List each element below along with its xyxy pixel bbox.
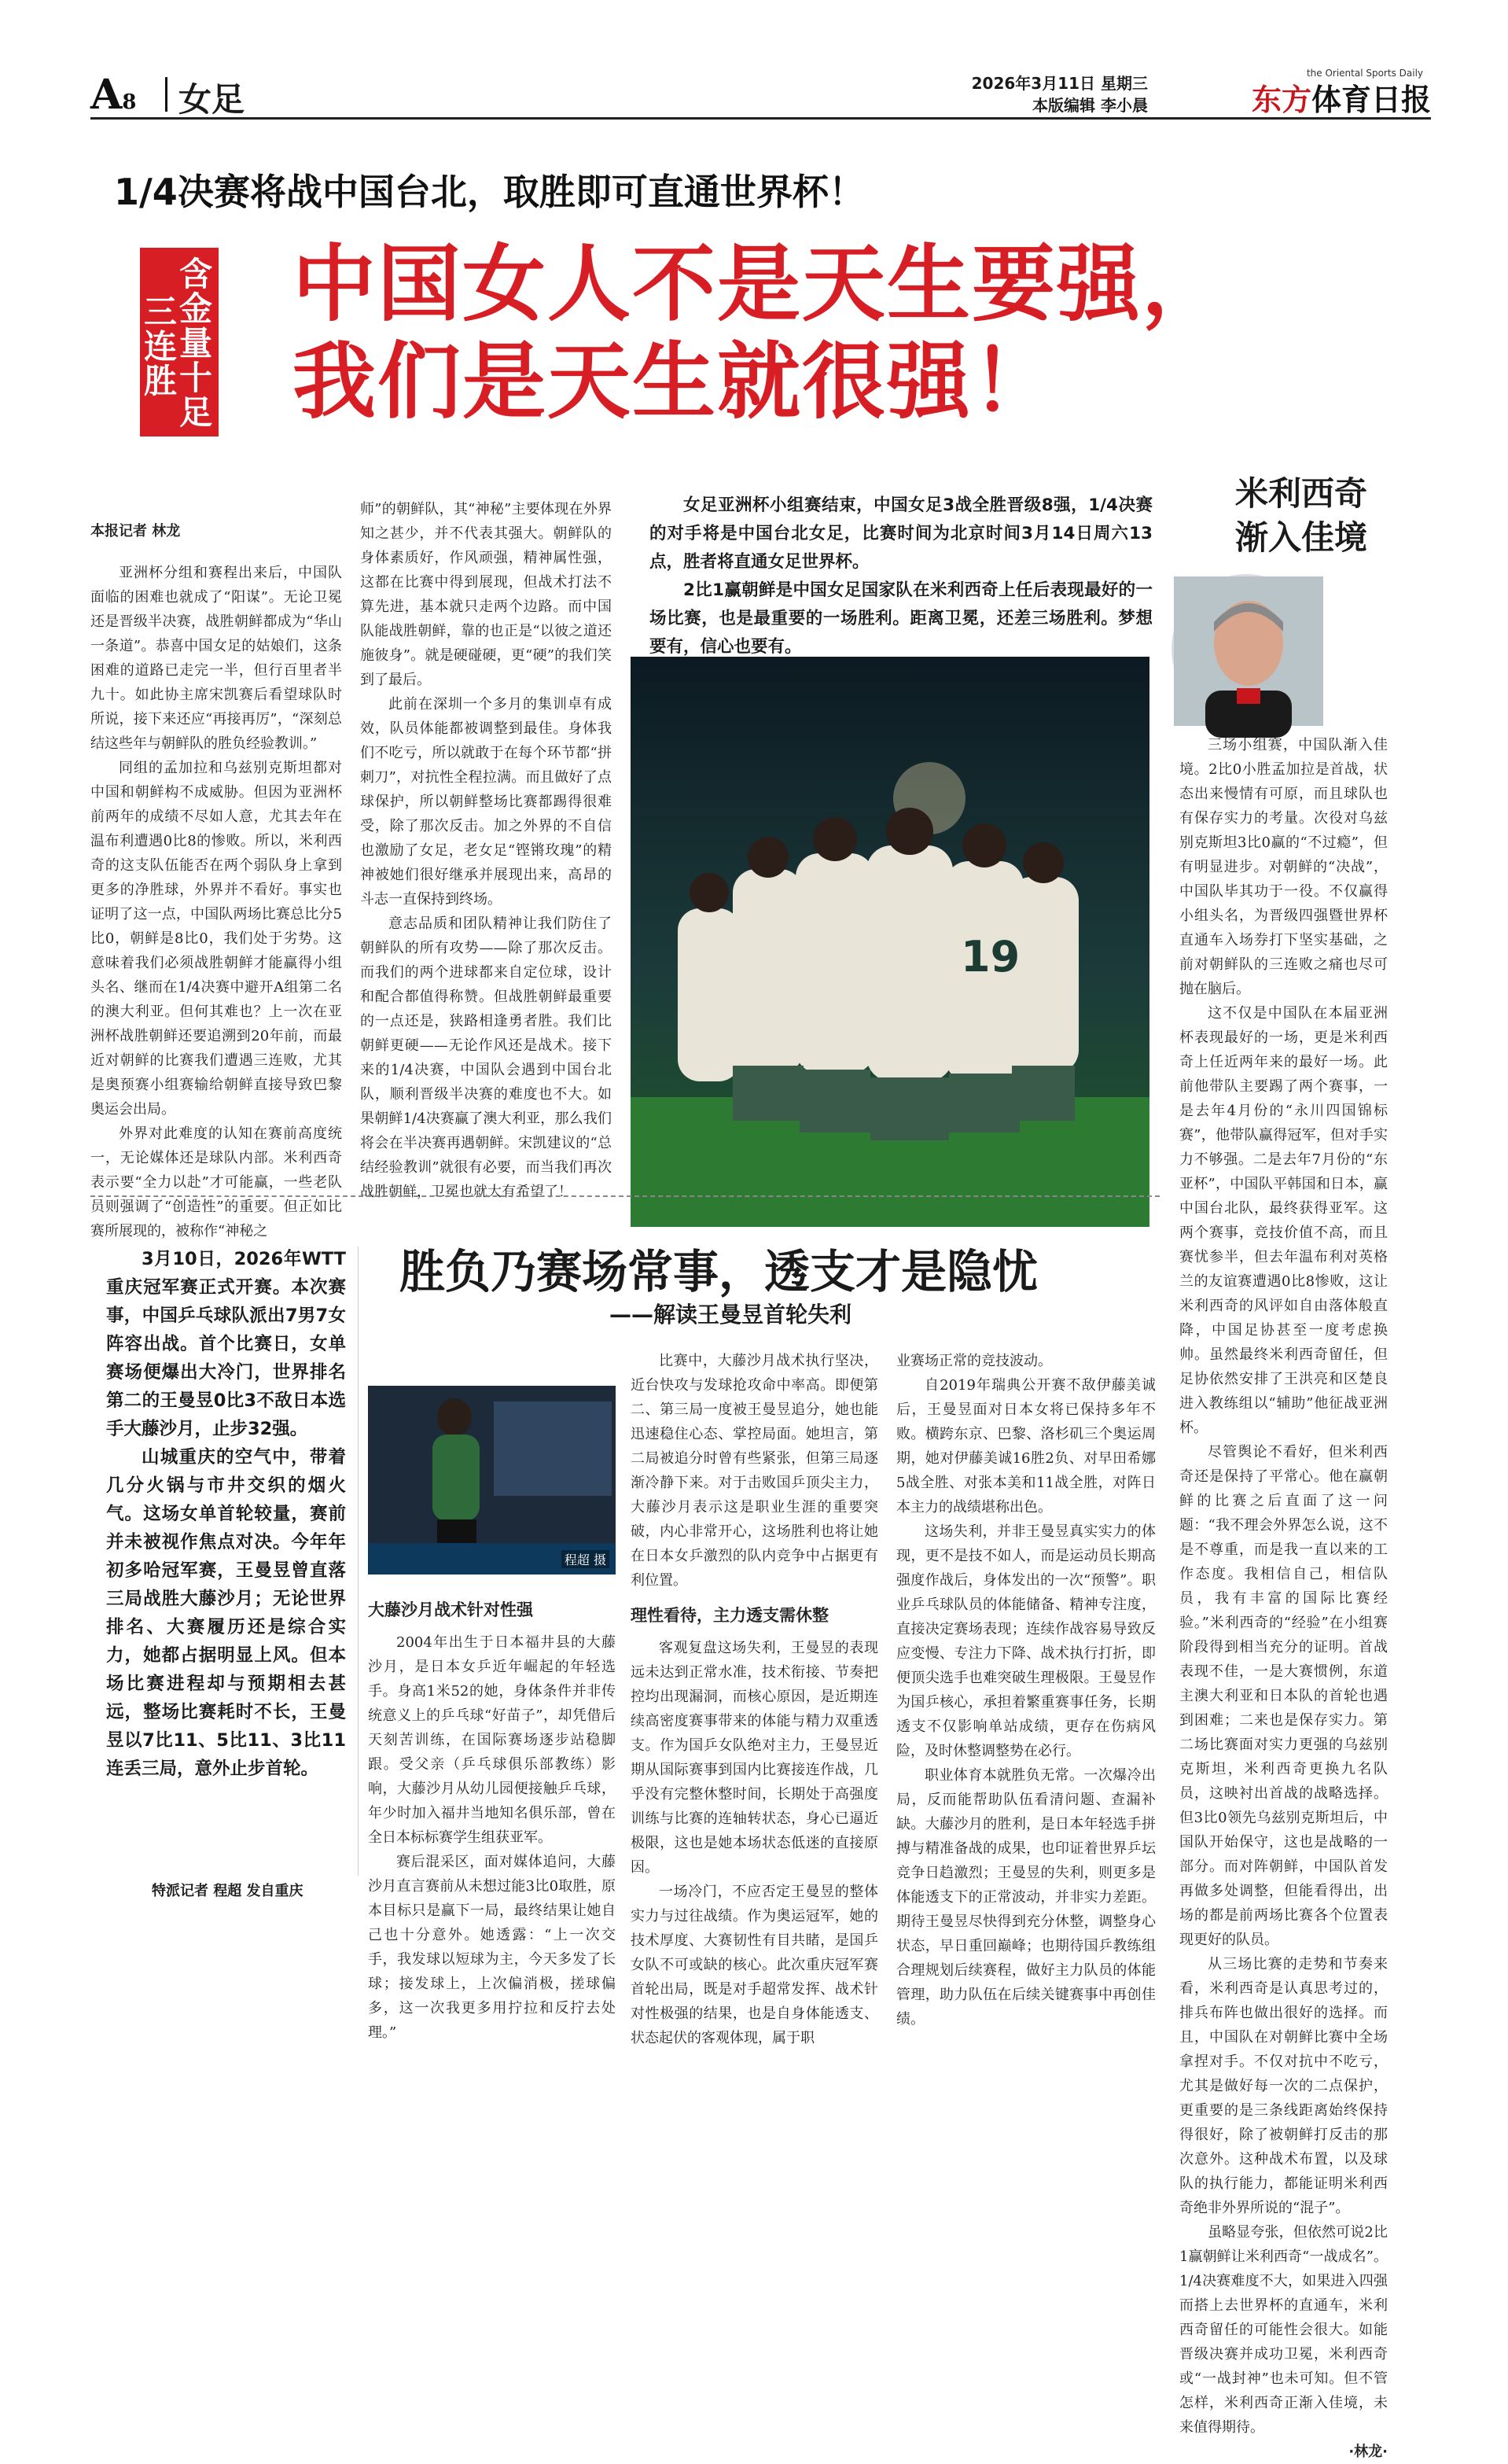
article-intro [649, 492, 1153, 661]
red-tag-col2: 三连胜 [143, 293, 177, 400]
logo-english: the Oriental Sports Daily [1306, 68, 1423, 79]
article-paragraph: 职业体育本就胜负无常。一次爆冷出局，反而能帮助队伍看清问题、查漏补缺。大藤沙月的胜利，是日本年轻选手拼搏与精准备战的成果，也印证着世界乒坛竞争日趋激烈；王曼昱的失利，则更多是体能透支下的正常波动，并非实力差距。期待王曼昱尽快得到充分休整，调整身心状态，早日重回巅峰；也期待国乒教练组合理规划后续赛程，做好主力队员的体能管理，助力队伍在后续关键赛事中再创佳绩。 [896, 1767, 1156, 2028]
section-divider [90, 1195, 1160, 1197]
column-rule [358, 1247, 359, 1876]
article-paragraph: 赛后混采区，面对媒体追问，大藤沙月直言赛前从未想过能3比0取胜，原本目标只是赢下一局，最终结果让她自己也十分意外。她透露：“上一次交手，我发球以短球为主，今天多发了长球；接发球上，上次偏消极，搓球偏多，这一次我更多用拧拉和反拧去处理。” [368, 1854, 616, 2041]
article-paragraph: 自2019年瑞典公开赛不敌伊藤美诚后，王曼昱面对日本女将已保持多年不败。横跨东京、巴黎、洛杉矶三个奥运周期，她对伊藤美诚16胜2负、对早田希娜5战全胜、对张本美和11战全胜，对阵日本主力的战绩堪称出色。 [896, 1377, 1156, 1516]
section-name: 女足 [178, 80, 245, 119]
page-number: A8 [90, 71, 137, 119]
newspaper-logo [1251, 68, 1431, 119]
special-correspondent: 特派记者 程超 发自重庆 [152, 1883, 303, 1899]
photo-illustration [368, 1386, 616, 1575]
issue-date: 2026年3月11日 星期三 [971, 74, 1148, 93]
sidebar-paragraph: 这不仅是中国队在本届亚洲杯表现最好的一场，更是米利西奇上任近两年来的最好一场。此前他带队主要踢了两个赛事，一是去年4月份的“永川四国锦标赛”，他带队赢得冠军，但对手实力不够强。二是去年7月份的“东亚杯”，中国队平韩国和日本，赢中国台北队，最终获得亚军。这两个赛事，竞技价值不高，而且赛忧参半，但去年温布利对英格兰的友谊赛遭遇0比8惨败，这让米利西奇的风评如自由落体般直降，中国足协甚至一度考虑换帅。虽然最终米利西奇留任，但足协依然安排了王洪亮和区楚良进入教练组以“辅助”他征战亚洲杯。 [1179, 1005, 1388, 1436]
main-headline [292, 236, 1227, 431]
logo-red-text: 东方 [1251, 83, 1311, 117]
article-paragraph: 外界对此难度的认知在赛前高度统一，无论媒体还是球队内部。米利西奇表示要“全力以赴”才可能赢，一些老队员则强调了“创造性”的重要。但正如比赛所展现的，被称作“神秘之 [90, 1125, 342, 1239]
sidebar-paragraph: 三场小组赛，中国队渐入佳境。2比0小胜孟加拉是首战，状态出来慢情有可原，而且球队也有保存实力的考量。次役对乌兹别克斯坦3比0赢的“不过瘾”，但有明显进步。对朝鲜的“决战”，中国队毕其功于一役。不仅赢得小组头名，为晋级四强暨世界杯直通车入场券打下坚实基础，之前对朝鲜队的三连败之痛也尽可抛在脑后。 [1179, 737, 1388, 997]
section2-subtitle: ——解读王曼昱首轮失利 [609, 1302, 852, 1328]
section2-colB [631, 1349, 878, 2050]
article1-col2 [360, 497, 612, 1204]
sidebar-paragraph: 尽管舆论不看好，但米利西奇还是保持了平常心。他在赢朝鲜的比赛之后直面了这一问题：“我不理会外界怎么说，这不是不尊重，而是我一直以来的工作态度。我相信自己，相信队员，我有丰富的国际比赛经验。”米利西奇的“经验”在小组赛阶段得到相当充分的证明。首战表现不佳，一是大赛惯例，东道主澳大利亚和日本队的首轮也遇到困难；二来也是保存实力。第二场比赛面对实力更强的乌兹别克斯坦，米利西奇更换九名队员，这映衬出首战的战略选择。但3比0领先乌兹别克斯坦后，中国队开始保守，这也是战略的一部分。而对阵朝鲜，中国队首发再做多处调整，但能看得出，出场的都是前两场比赛各个位置表现更好的队员。 [1179, 1444, 1388, 1948]
section2-colA [368, 1587, 616, 2045]
sidebar-body [1179, 733, 1388, 2464]
header-divider [165, 77, 167, 112]
article-paragraph: 亚洲杯分组和赛程出来后，中国队面临的困难也就成了“阳谋”。无论卫冕还是晋级半决赛，战胜朝鲜都成为“华山一条道”。恭喜中国女足的姑娘们，这条困难的道路已走完一半，但行百里者半九十。如此协主席宋凯赛后看望球队时所说，接下来还应“再接再厉”，“深刻总结这些年与朝鲜队的胜负经验教训。” [90, 565, 342, 752]
headline-line1: 中国女人不是天生要强， [292, 236, 1227, 333]
article1-byline: 本报记者 林龙 [90, 523, 181, 540]
page-editor: 本版编辑 李小晨 [1032, 96, 1148, 115]
red-tag-box [140, 248, 219, 436]
coach-portrait [1171, 574, 1321, 724]
kicker-headline: 1/4决赛将战中国台北，取胜即可直通世界杯！ [114, 171, 865, 213]
section2-lead [106, 1245, 346, 1783]
intro-paragraph: 2比1赢朝鲜是中国女足国家队在米利西奇上任后表现最好的一场比赛，也是最重要的一场胜利。距离卫冕，还差三场胜利。梦想要有，信心也要有。 [649, 580, 1153, 657]
lead-paragraph: 3月10日，2026年WTT重庆冠军赛正式开赛。本次赛事，中国乒乓球队派出7男7女阵容出战。首个比赛日，女单赛场便爆出大冷门，世界排名第二的王曼昱0比3不敌日本选手大藤沙月，止步32强。 [106, 1249, 346, 1439]
sidebar-title-line2: 渐入佳境 [1234, 518, 1367, 557]
team-celebration-photo [631, 657, 1149, 1227]
article-paragraph: 2004年出生于日本福井县的大藤沙月，是日本女乒近年崛起的年轻选手。身高1米52的她，身体条件并非传统意义上的乒乓球“好苗子”，却凭借后天刻苦训练，在国际赛场逐步站稳脚跟。受父亲（乒乓球俱乐部教练）影响，大藤沙月从幼儿园便接触乒乓球，年少时加入福井当地知名俱乐部，曾在全日本标标赛学生组获亚军。 [368, 1634, 616, 1846]
article-paragraph: 比赛中，大藤沙月战术执行坚决，近台快攻与发球抢攻命中率高。即便第二、第三局一度被王曼昱追分，她也能迅速稳住心态、掌控局面。她坦言，第二局被追分时曾有些紧张，但第三局逐渐冷静下来。对于击败国乒顶尖主力，大藤沙月表示这是职业生涯的重要突破，内心非常开心，这场胜利也将让她在日本女乒激烈的队内竞争中占据更有利位置。 [631, 1353, 878, 1589]
sidebar-paragraph: 从三场比赛的走势和节奏来看，米利西奇是认真思考过的，排兵布阵也做出很好的选择。而且，中国队在对朝鲜比赛中全场拿捏对手。不仅对抗中不吃亏，尤其是做好每一次的二点保护，更重要的是三条线距离始终保持得很好，除了被朝鲜打反击的那次意外。这种战术布置，以及球队的执行能力，都能证明米利西奇绝非外界所说的“混子”。 [1179, 1956, 1388, 2216]
sidebar-signature: ·林龙· [1348, 2444, 1388, 2460]
lead-paragraph: 山城重庆的空气中，带着几分火锅与市井交织的烟火气。这场女单首轮较量，赛前并未被视作焦点对决。今年年初多哈冠军赛，王曼昱曾直落三局战胜大藤沙月；无论世界排名、大赛履历还是综合实力，她都占据明显上风。但本场比赛进程却与预期相去甚远，整场比赛耗时不长，王曼昱以7比11、5比11、3比11连丢三局，意外止步首轮。 [106, 1447, 346, 1779]
sidebar-title-line1: 米利西奇 [1234, 474, 1367, 513]
photo-illustration [631, 657, 1149, 1227]
photo-credit: 程超 摄 [561, 1550, 609, 1568]
article-paragraph: 意志品质和团队精神让我们防住了朝鲜队的所有攻势——除了那次反击。而我们的两个进球都来自定位球，设计和配合都值得称赞。但战胜朝鲜最重要的一点还是，狭路相逢勇者胜。我们比朝鲜更硬——无论作风还是战术。接下来的1/4决赛，中国队会遇到中国台北队，顺利晋级半决赛的难度也不大。如果朝鲜1/4决赛赢了澳大利亚，那么我们将会在半决赛再遇朝鲜。宋凯建议的“总结经验教训”就很有必要，而当我们再次战胜朝鲜，卫冕也就大有希望了！ [360, 915, 612, 1200]
article-paragraph: 一场冷门，不应否定王曼昱的整体实力与过往战绩。作为奥运冠军，她的技术厚度、大赛韧性有目共睹，是国乒女队不可或缺的核心。此次重庆冠军赛首轮出局，既是对手超常发挥、战术针对性极强的结果，也是自身体能透支、状态起伏的客观体现，属于职 [631, 1884, 878, 2046]
article-paragraph: 师”的朝鲜队，其“神秘”主要体现在外界知之甚少，并不代表其强大。朝鲜队的身体素质好，作风顽强，精神属性强，这都在比赛中得到展现，但战术打法不算先进，基本就只走两个边路。而中国队能战胜朝鲜，靠的也正是“以彼之道还施彼身”。就是硬碰硬，更“硬”的我们笑到了最后。 [360, 501, 612, 688]
article-paragraph: 业赛场正常的竞技波动。 [896, 1353, 1052, 1369]
article-paragraph: 此前在深圳一个多月的集训卓有成效，队员体能都被调整到最佳。身体我们不吃亏，所以就敢于在每个环节都“拼刺刀”，对抗性全程拉满。而且做好了点球保护，所以朝鲜整场比赛都踢得很难受，除了那次反击。加之外界的不自信也激励了女足，老女足“铿锵玫瑰”的精神被她们很好继承并展现出来，高昂的斗志一直保持到终场。 [360, 696, 612, 908]
intro-paragraph: 女足亚洲杯小组赛结束，中国女足3战全胜晋级8强，1/4决赛的对手将是中国台北女足，比赛时间为北京时间3月14日周六13点，胜者将直通女足世界杯。 [649, 495, 1153, 572]
article1-col1 [90, 519, 342, 1243]
sidebar-paragraph: 虽略显夸张，但依然可说2比1赢朝鲜让米利西奇“一战成名”。1/4决赛难度不大，如果进入四强而搭上去世界杯的直通车，米利西奇留任的可能性会很大。如能晋级决赛并成功卫冕，米利西奇或“一战封神”也未可知。但不管怎样，米利西奇正渐入佳境，未来值得期待。 [1179, 2224, 1388, 2436]
article-paragraph: 客观复盘这场失利，王曼昱的表现远未达到正常水准，技术衔接、节奏把控均出现漏洞，而核心原因，是近期连续高密度赛事带来的体能与精力双重透支。作为国乒女队绝对主力，王曼昱近期从国际赛事到国内比赛接连作战，几乎没有完整休整时间，长期处于高强度训练与比赛的连轴转状态，身心已逼近极限，这也是她本场状态低迷的直接原因。 [631, 1640, 878, 1876]
logo-black-text: 体育日报 [1311, 83, 1431, 117]
sidebar-title [1211, 472, 1392, 560]
subhead-b: 理性看待，主力透支需休整 [631, 1606, 829, 1625]
subhead-a: 大藤沙月战术针对性强 [368, 1600, 533, 1619]
table-tennis-photo [368, 1386, 616, 1575]
article-paragraph: 这场失利，并非王曼昱真实实力的体现，更不是技不如人，而是运动员长期高强度作战后，身体发出的一次“预警”。职业乒乓球队员的体能储备、精神专注度，直接决定赛场表现；连续作战容易导致反应变慢、专注力下降、战术执行打折，即便顶尖选手也难突破生理极限。王曼昱作为国乒核心，承担着繁重赛事任务，长期透支不仅影响单站成绩，更存在伤病风险，及时休整调整势在必行。 [896, 1523, 1156, 1759]
section2-colC [896, 1349, 1156, 2031]
svg-text:19: 19 [961, 932, 1021, 982]
page-header [90, 68, 1431, 120]
article-paragraph: 同组的孟加拉和乌兹别克斯坦都对中国和朝鲜构不成威胁。但因为亚洲杯前两年的成绩不尽如人意，尤其去年在温布利遭遇0比8的惨败。所以，米利西奇的这支队伍能否在两个弱队身上拿到更多的净胜球，外界并不看好。事实也证明了这一点，中国队两场比赛总比分5比0，朝鲜是8比0，我们处于劣势。这意味着我们必须战胜朝鲜才能赢得小组头名、继而在1/4决赛中避开A组第二名的澳大利亚。但何其难也？上一次在亚洲杯战胜朝鲜还要追溯到20年前，而最近对朝鲜的比赛我们遭遇三连败，尤其是奥预赛小组赛输给朝鲜直接导致巴黎奥运会出局。 [90, 760, 342, 1118]
portrait-illustration [1174, 576, 1323, 726]
issue-date-editor [972, 72, 1148, 116]
headline-line2: 我们是天生就很强！ [292, 333, 1057, 430]
section2-title: 胜负乃赛场常事，透支才是隐忧 [399, 1245, 1039, 1298]
red-tag-col1: 含金量十足 [178, 255, 212, 432]
